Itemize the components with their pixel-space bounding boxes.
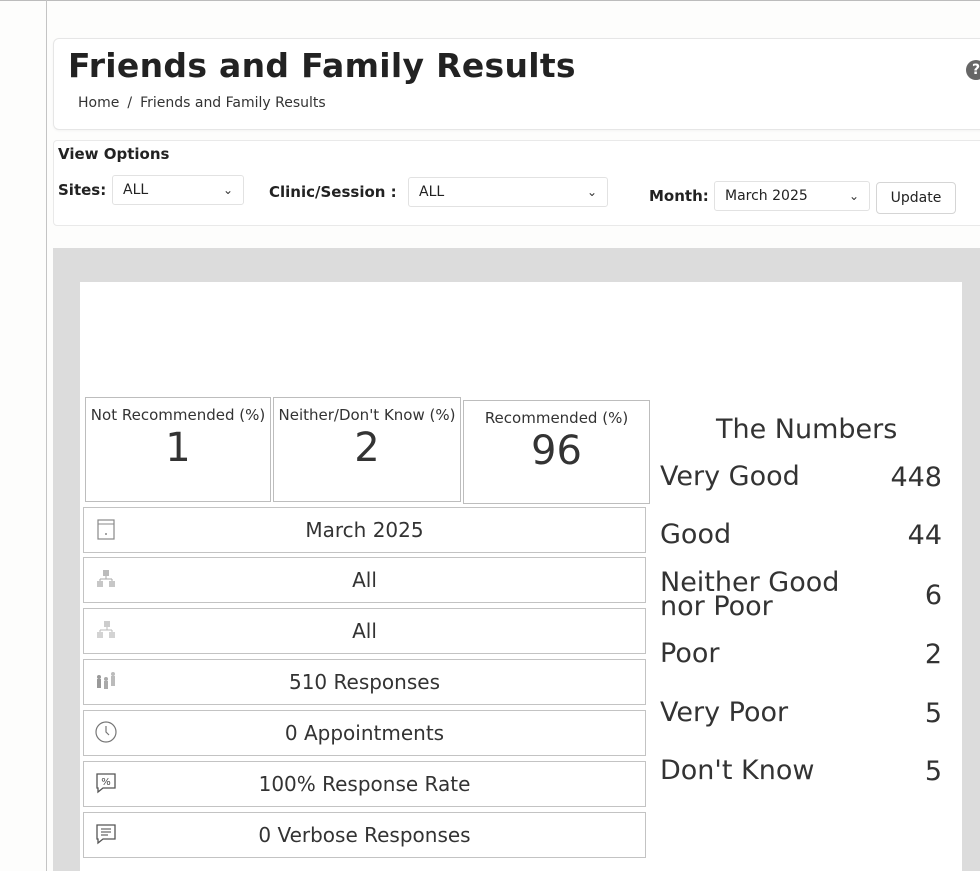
not-recommended-box [85, 397, 271, 502]
numbers-value-neither: 6 [924, 580, 942, 611]
numbers-value-good: 44 [907, 520, 942, 551]
numbers-title: The Numbers [716, 414, 898, 445]
sites-label: Sites: [58, 181, 107, 199]
clinic-session-select-value: ALL [419, 184, 445, 200]
chevron-down-icon: ⌄ [848, 189, 859, 203]
numbers-label-dont-know: Don't Know [660, 755, 815, 786]
recommended-box [463, 400, 650, 504]
breadcrumb-home[interactable]: Home [78, 95, 120, 111]
clinic-row-text: All [352, 619, 377, 643]
sites-select-value: ALL [123, 182, 149, 198]
neither-dont-know-value: 2 [354, 425, 380, 471]
update-button[interactable]: Update [876, 182, 956, 214]
clinic-row [83, 608, 646, 654]
numbers-label-poor: Poor [660, 638, 720, 669]
responses-row-text: 510 Responses [288, 670, 440, 694]
recommended-label: Recommended (%) [484, 409, 629, 427]
month-select-value: March 2025 [725, 188, 808, 204]
not-recommended-label: Not Recommended (%) [90, 406, 266, 424]
clinic-session-label: Clinic/Session : [269, 183, 397, 201]
appointments-row-text: 0 Appointments [284, 721, 445, 745]
sites-select[interactable] [112, 175, 244, 205]
verbose-responses-row-text: 0 Verbose Responses [258, 823, 471, 847]
month-label: Month: [649, 187, 709, 205]
breadcrumb-separator: / [127, 95, 133, 111]
breadcrumb [78, 95, 326, 111]
numbers-value-poor: 2 [924, 639, 942, 670]
numbers-label-good: Good [660, 519, 732, 550]
not-recommended-value: 1 [165, 425, 191, 471]
neither-dont-know-box [273, 397, 461, 502]
site-row [83, 557, 646, 603]
verbose-responses-row [83, 812, 646, 858]
numbers-label-very-poor: Very Poor [660, 697, 789, 728]
numbers-label-very-good: Very Good [660, 461, 800, 492]
chevron-down-icon: ⌄ [222, 183, 233, 197]
month-row [83, 507, 646, 553]
numbers-value-very-good: 448 [890, 462, 942, 493]
responses-row [83, 659, 646, 705]
breadcrumb-current: Friends and Family Results [140, 95, 326, 111]
response-rate-row-text: 100% Response Rate [258, 772, 471, 796]
numbers-value-dont-know: 5 [924, 756, 942, 787]
month-select[interactable] [714, 181, 870, 211]
response-rate-row [83, 761, 646, 807]
neither-dont-know-label: Neither/Don't Know (%) [278, 406, 456, 424]
recommended-value: 96 [531, 428, 582, 474]
numbers-value-very-poor: 5 [924, 698, 942, 729]
chevron-down-icon: ⌄ [586, 185, 597, 199]
page-title: Friends and Family Results [68, 46, 576, 85]
site-row-text: All [352, 568, 377, 592]
numbers-label-neither: Neither Good nor Poor [660, 567, 840, 622]
view-options-heading: View Options [58, 145, 170, 163]
sidebar-divider [46, 0, 47, 871]
top-border [0, 0, 980, 1]
appointments-row [83, 710, 646, 756]
clinic-session-select[interactable] [408, 177, 608, 207]
svg-text:%: % [101, 777, 111, 788]
month-row-text: March 2025 [305, 518, 424, 542]
help-icon[interactable]: ? [966, 60, 980, 80]
